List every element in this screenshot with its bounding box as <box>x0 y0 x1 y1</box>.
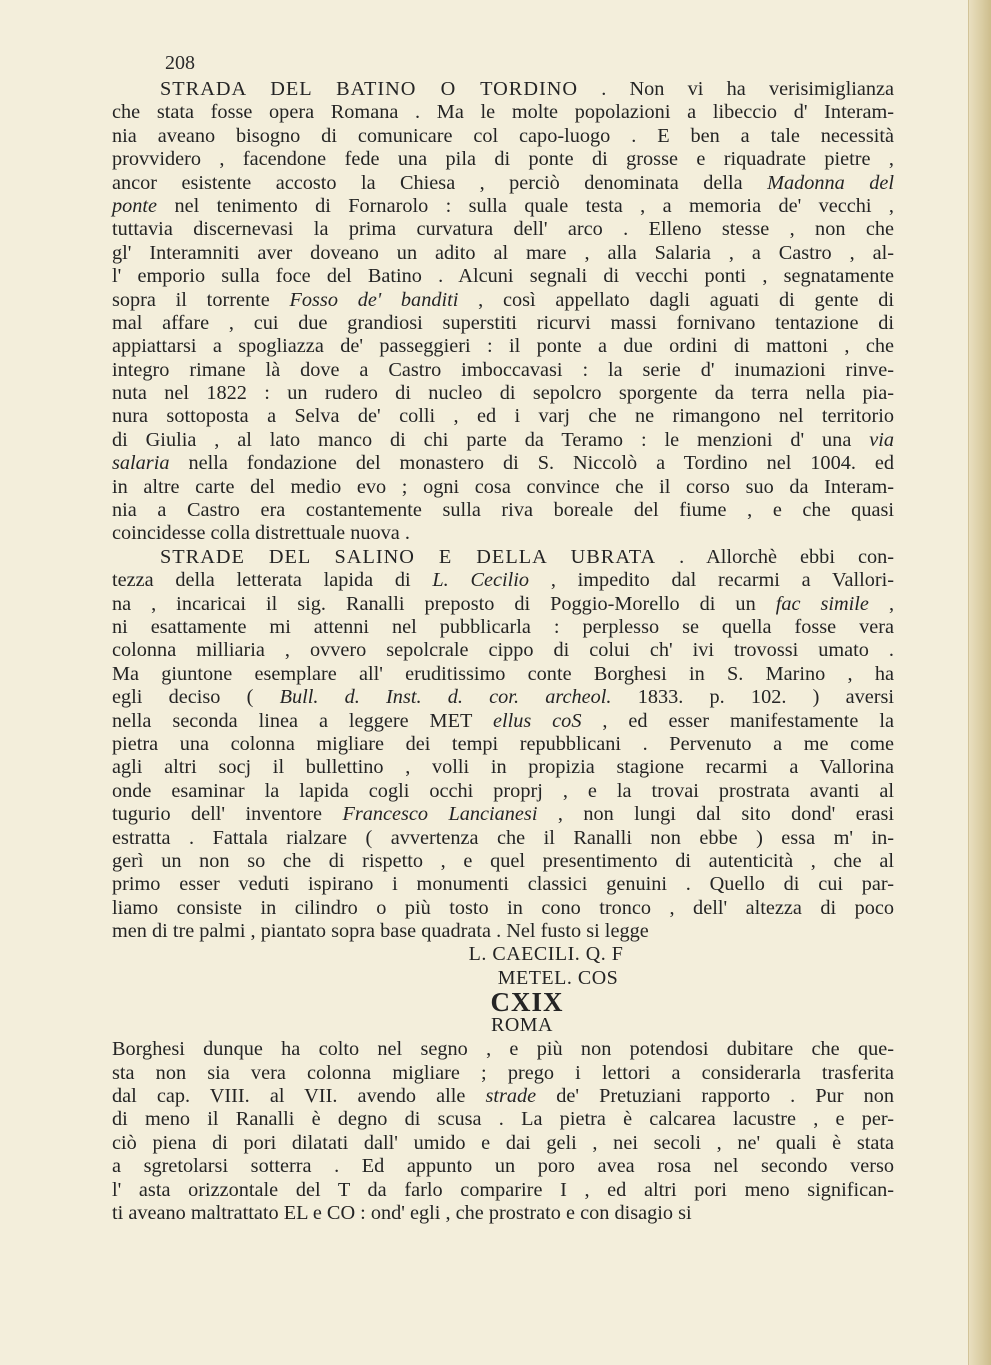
text-line <box>112 405 894 428</box>
text-run: Ma giuntone esemplare all' eruditissimo conte Borghesi in S. Marino , ha <box>112 662 894 685</box>
text-line <box>112 1038 894 1061</box>
text-line <box>112 780 894 803</box>
text-run: , impedito dal recarmi a Vallori- <box>550 569 894 592</box>
text-run: , così appellato dagli aguati di gente di <box>478 288 894 311</box>
text-run: nel tenimento di Fornarolo : sulla quale testa , a memoria de' vecchi , <box>174 194 894 217</box>
text-line <box>112 1108 894 1131</box>
text-run: nella fondazione del monastero di S. Niccolò a Tordino nel 1004. ed <box>188 452 894 475</box>
text-line <box>112 850 894 873</box>
text-run: . Allorchè ebbi con- <box>679 545 894 568</box>
text-line <box>112 522 894 545</box>
text-line <box>112 803 894 826</box>
text-run: ancor esistente accosto la Chiesa , perciò denominata della <box>112 171 743 194</box>
text-line <box>112 756 894 779</box>
inscription <box>112 943 894 1038</box>
italic-text: salaria <box>112 452 170 475</box>
text-run: egli deciso ( <box>112 686 254 709</box>
text-run: agli altri socj il bullettino , volli in propizia stagione recarmi a Vallorina <box>112 756 894 779</box>
text-line <box>112 920 894 943</box>
text-line <box>112 452 894 475</box>
text-line <box>112 663 894 686</box>
text-line <box>112 827 894 850</box>
text-run: provvidero , facendone fede una pila di ponte di grosse e riquadrate pietre , <box>112 148 894 171</box>
italic-text: ellus coS <box>492 709 582 732</box>
italic-text: Francesco Lancianesi <box>342 803 538 826</box>
text-run: nura sottoposta a Selva de' colli , ed i varj che ne rimangono nel territorio <box>112 405 894 428</box>
text-run: sopra il torrente <box>112 288 270 311</box>
text-run: estratta . Fattala rialzare ( avvertenza che il Ranalli non ebbe ) essa m' in- <box>112 826 894 849</box>
text-line <box>112 218 894 241</box>
text-run: dal cap. VIII. al VII. avendo alle <box>112 1085 466 1108</box>
text-line <box>112 499 894 522</box>
paragraph-borghesi <box>112 1038 894 1225</box>
text-run: 1833. p. 102. ) aversi <box>637 686 894 709</box>
text-line <box>112 101 894 124</box>
text-run: nella seconda linea a leggere MET <box>112 709 472 732</box>
text-line <box>112 593 894 616</box>
text-run: appiattarsi a spogliazza de' passeggieri : il ponte a due ordini di mattoni , che <box>112 335 894 358</box>
italic-text: strade <box>485 1085 537 1108</box>
italic-text: via <box>869 428 894 451</box>
text-run: nia a Castro era costantemente sulla riva boreale del fiume , e che quasi <box>112 499 894 522</box>
text-line <box>112 546 894 569</box>
text-run: colonna milliaria , ovvero sepolcrale cippo di colui ch' ivi trovossi umato . <box>112 639 894 662</box>
inscription-line: METEL. COS <box>497 966 619 989</box>
text-run: de' Pretuziani rapporto . Pur non <box>556 1085 894 1108</box>
italic-text: Bull. d. Inst. d. cor. archeol. <box>279 686 612 709</box>
text-line <box>112 616 894 639</box>
text-line <box>112 429 894 452</box>
text-run: na , incaricai il sig. Ranalli preposto di Poggio-Morello di un <box>112 592 756 615</box>
text-line <box>112 172 894 195</box>
text-run: gerì un non so che di rispetto , e quel presentimento di autenticità , che al <box>112 849 894 872</box>
text-line <box>112 639 894 662</box>
italic-text: fac simile <box>775 592 869 615</box>
text-run: a sgretolarsi sotterra . Ed appunto un poro avea rosa nel secondo verso <box>112 1155 894 1178</box>
text-line <box>112 195 894 218</box>
text-run: ciò piena di pori dilatati dall' umido e dai geli , nei secoli , ne' quali è stata <box>112 1131 894 1154</box>
text-line <box>112 897 894 920</box>
text-run: sta non sia vera colonna migliare ; prego i lettori a considerarla trasferita <box>112 1061 894 1084</box>
text-run: tezza della letterata lapida di <box>112 569 411 592</box>
inscription-line: ROMA <box>490 1014 553 1037</box>
text-run: che stata fosse opera Romana . Ma le molte popolazioni a libeccio d' Interam- <box>112 101 894 124</box>
text-run: integro rimane là dove a Castro imboccavasi : la serie d' inumazioni rinve- <box>112 358 894 381</box>
text-line <box>112 1132 894 1155</box>
text-run: liamo consiste in cilindro o più tosto in cono tronco , dell' altezza di poco <box>112 896 894 919</box>
text-run: nia aveano bisogno di comunicare col capo-luogo . E ben a tale necessità <box>112 124 894 147</box>
text-run: gl' Interamniti aver doveano un adito al mare , alla Salaria , a Castro , al- <box>112 241 894 264</box>
italic-text: Madonna del <box>767 171 894 194</box>
text-run: onde esaminar la lapida cogli occhi proprj , e la trovai prostrata avanti al <box>112 779 894 802</box>
text-line <box>112 1179 894 1202</box>
text-line <box>112 359 894 382</box>
text-run: , ed esser manifestamente la <box>602 709 894 732</box>
text-run: in altre carte del medio evo ; ogni cosa convince che il corso suo da Interam- <box>112 475 894 498</box>
text-run: nuta nel 1822 : un rudero di nucleo di sepolcro sporgente da terra nella pia- <box>112 382 894 405</box>
section-heading: STRADE DEL SALINO E DELLA UBRATA <box>160 545 657 568</box>
page-edge <box>969 0 991 1365</box>
inscription-line: L. CAECILI. Q. F <box>468 943 624 966</box>
paragraph-strada-batino <box>112 78 894 546</box>
page-number: 208 <box>165 52 195 74</box>
text-line <box>112 289 894 312</box>
italic-text: L. Cecilio <box>432 569 530 592</box>
text-line <box>112 148 894 171</box>
italic-text: Fosso de' banditi <box>289 288 459 311</box>
text-line <box>112 873 894 896</box>
section-heading: STRADA DEL BATINO O TORDINO <box>160 78 579 100</box>
text-line <box>112 686 894 709</box>
inscription-line: CXIX <box>490 987 564 1018</box>
text-line <box>112 733 894 756</box>
text-line <box>112 312 894 335</box>
text-run: , non lungi dal sito dond' erasi <box>557 803 895 826</box>
text-line <box>112 335 894 358</box>
text-run: tuttavia discernevasi la prima curvatura dell' arco . Elleno stesse , non che <box>112 218 894 241</box>
text-line <box>112 78 894 101</box>
italic-text: ponte <box>112 194 158 217</box>
text-run: ni esattamente mi attenni nel pubblicarla : perplesso se quella fosse vera <box>112 615 894 638</box>
body-text <box>112 78 894 1225</box>
text-line <box>112 710 894 733</box>
text-line <box>112 1202 894 1225</box>
text-run: di meno il Ranalli è degno di scusa . La pietra è calcarea lacustre , e per- <box>112 1108 894 1131</box>
text-run: mal affare , cui due grandiosi superstiti ricurvi massi fornivano tentazione di <box>112 311 894 334</box>
text-line <box>112 382 894 405</box>
text-run: coincidesse colla distrettuale nuova . <box>112 522 410 545</box>
text-run: pietra una colonna migliare dei tempi repubblicani . Pervenuto a me come <box>112 732 894 755</box>
text-line <box>112 1062 894 1085</box>
text-line <box>112 242 894 265</box>
text-run: , <box>888 592 895 615</box>
paragraph-strade-salino <box>112 546 894 944</box>
text-run: Borghesi dunque ha colto nel segno , e più non potendosi dubitare che que- <box>112 1038 894 1061</box>
text-run: ti aveano maltrattato EL e CO : ond' egli , che prostrato e con disagio si <box>112 1201 692 1224</box>
text-run: di Giulia , al lato manco di chi parte da Teramo : le menzioni d' una <box>112 428 852 451</box>
text-run: primo esser veduti ispirano i monumenti classici genuini . Quello di cui par- <box>112 873 894 896</box>
text-line <box>112 569 894 592</box>
text-run: . Non vi ha verisimiglianza <box>601 78 894 100</box>
text-run: l' emporio sulla foce del Batino . Alcuni segnali di vecchi ponti , segnatamente <box>112 265 894 288</box>
text-line <box>112 125 894 148</box>
text-line <box>112 265 894 288</box>
text-line <box>112 1155 894 1178</box>
text-line <box>112 1085 894 1108</box>
text-line <box>112 476 894 499</box>
text-run: tugurio dell' inventore <box>112 803 323 826</box>
text-run: men di tre palmi , piantato sopra base quadrata . Nel fusto si legge <box>112 920 649 943</box>
text-run: l' asta orizzontale del T da farlo comparire I , ed altri pori meno significan- <box>112 1178 894 1201</box>
